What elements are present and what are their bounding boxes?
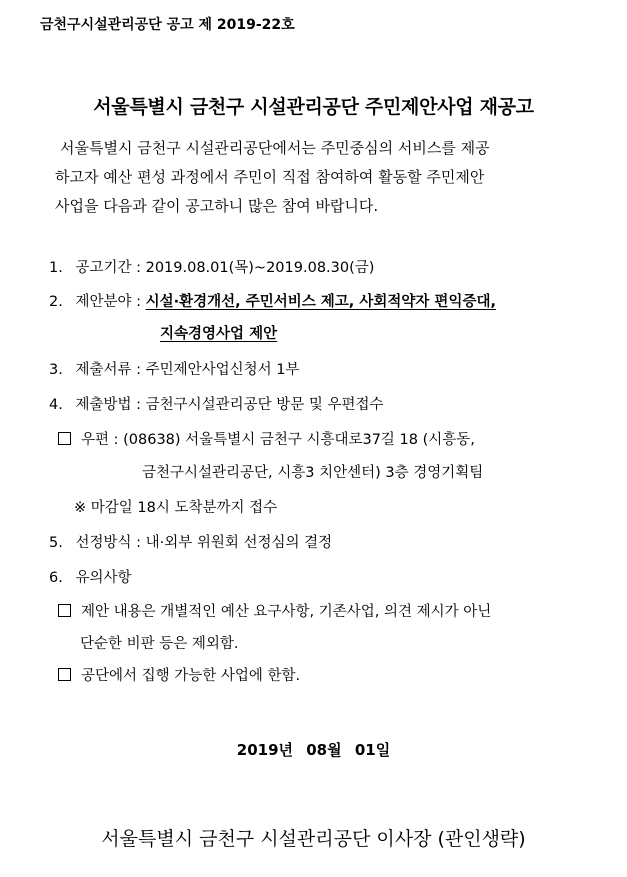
mail-address-line-1: (08638) 서울특별시 금천구 시흥대로37길 18 (시흥동,: [123, 432, 475, 448]
item-method: [49, 393, 384, 414]
item-label: 유의사항: [75, 570, 132, 586]
item-colon: :: [131, 260, 146, 276]
item-number: 3.: [49, 362, 63, 378]
note-2-line-1: 공단에서 집행 가능한 사업에 한함.: [81, 668, 301, 684]
item-number: 2.: [49, 294, 63, 310]
item-label: 제안분야: [75, 294, 132, 310]
signature-line: 서울특별시 금천구 시설관리공단 이사장 (관인생략): [101, 828, 526, 850]
item-value: 금천구시설관리공단 방문 및 우편접수: [145, 397, 384, 413]
item-colon: :: [131, 397, 146, 413]
item-value: 시설·환경개선, 주민서비스 제고, 사회적약자 편익증대,: [145, 294, 496, 310]
item-label: 선정방식: [75, 535, 132, 551]
item-documents: [49, 358, 300, 379]
item-notes: [49, 566, 131, 587]
note-1-line-1: 제안 내용은 개별적인 예산 요구사항, 기존사업, 의견 제시가 아닌: [81, 604, 492, 620]
item-colon: :: [131, 535, 146, 551]
item-label: 공고기간: [75, 260, 132, 276]
item-period: [49, 256, 374, 277]
item-colon: :: [131, 362, 146, 378]
item-number: 6.: [49, 570, 63, 586]
item-number: 5.: [49, 535, 63, 551]
intro-line-3: 사업을 다음과 같이 공고하니 많은 참여 바랍니다.: [55, 197, 379, 215]
item-value: 주민제안사업신청서 1부: [145, 362, 300, 378]
intro-line-1: 서울특별시 금천구 시설관리공단에서는 주민중심의 서비스를 제공: [60, 139, 490, 157]
item-label: 제출방법: [75, 397, 132, 413]
item-value: 2019.08.01(목)~2019.08.30(금): [145, 260, 375, 276]
item-colon: :: [131, 294, 146, 310]
document-title: 서울특별시 금천구 시설관리공단 주민제안사업 재공고: [93, 96, 534, 118]
note-2: [58, 664, 300, 685]
item-label: 제출서류: [75, 362, 132, 378]
item-selection: [49, 531, 332, 552]
item-field: [49, 290, 496, 311]
item-value: 내·외부 위원회 선정심의 결정: [145, 535, 333, 551]
notice-number: 금천구시설관리공단 공고 제 2019-22호: [40, 17, 295, 33]
item-number: 4.: [49, 397, 63, 413]
notice-date: 2019년 08월 01일: [236, 741, 391, 759]
item-field-continued: 지속경영사업 제안: [160, 326, 278, 342]
intro-line-2: 하고자 예산 편성 과정에서 주민이 직접 참여하여 활동할 주민제안: [55, 168, 485, 186]
item-mail: [58, 428, 475, 449]
checkbox-icon: [58, 668, 71, 681]
note-1-line-2: 단순한 비판 등은 제외함.: [80, 636, 239, 652]
checkbox-icon: [58, 604, 71, 617]
deadline-note: ※ 마감일 18시 도착분까지 접수: [74, 500, 278, 516]
note-1: [58, 600, 491, 621]
mail-address-line-2: 금천구시설관리공단, 시흥3 치안센터) 3층 경영기획팀: [142, 465, 484, 481]
checkbox-icon: [58, 432, 71, 445]
mail-label: 우편 :: [81, 432, 124, 448]
item-number: 1.: [49, 260, 63, 276]
